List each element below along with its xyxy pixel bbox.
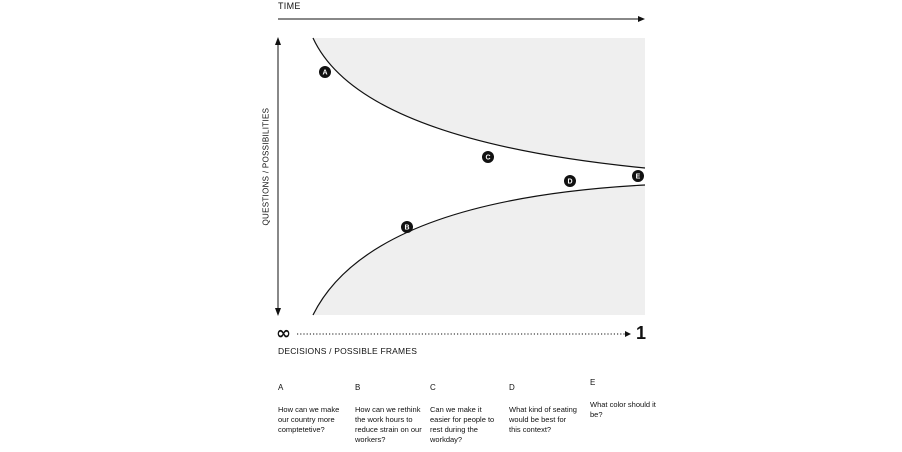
column-letter: D: [509, 383, 515, 392]
marker-e: [632, 170, 644, 182]
marker-c-label: C: [485, 154, 491, 162]
x-axis-label: DECISIONS / POSSIBLE FRAMES: [278, 346, 418, 356]
marker-d-label: D: [567, 178, 573, 186]
column-letter: A: [278, 383, 284, 392]
column-question: How can we make our country more comptetetive?: [278, 405, 340, 434]
column-question: Can we make it easier for people to rest during the workday?: [430, 405, 495, 444]
column-letter: B: [355, 383, 361, 392]
marker-c: [482, 151, 494, 163]
marker-a-label: A: [322, 69, 328, 77]
dotted-decision-arrow: [297, 331, 631, 337]
time-axis-label: TIME: [278, 1, 301, 11]
y-axis-label: QUESTIONS / POSSIBILITIES: [261, 107, 271, 226]
column-question: What kind of seating would be best for this context?: [509, 405, 577, 434]
question-column-a: [278, 383, 346, 435]
vertical-double-arrow: [275, 37, 281, 316]
column-letter: E: [590, 378, 596, 387]
upper-shaded-region: [313, 38, 645, 168]
infinity-symbol: ∞: [276, 323, 291, 344]
marker-b-label: B: [404, 224, 410, 232]
question-column-e: [590, 378, 658, 420]
marker-e-label: E: [635, 173, 641, 181]
marker-d: [564, 175, 576, 187]
question-column-b: [355, 383, 423, 445]
question-column-d: [509, 383, 577, 435]
marker-a: [319, 66, 331, 78]
column-letter: C: [430, 383, 436, 392]
column-question: What color should it be?: [590, 400, 656, 419]
lower-shaded-region: [313, 185, 645, 315]
column-question: How can we rethink the work hours to reduce strain on our workers?: [355, 405, 422, 444]
question-column-c: [430, 383, 498, 445]
marker-b: [401, 221, 413, 233]
time-arrow: [278, 16, 645, 22]
one-symbol: 1: [636, 323, 647, 343]
